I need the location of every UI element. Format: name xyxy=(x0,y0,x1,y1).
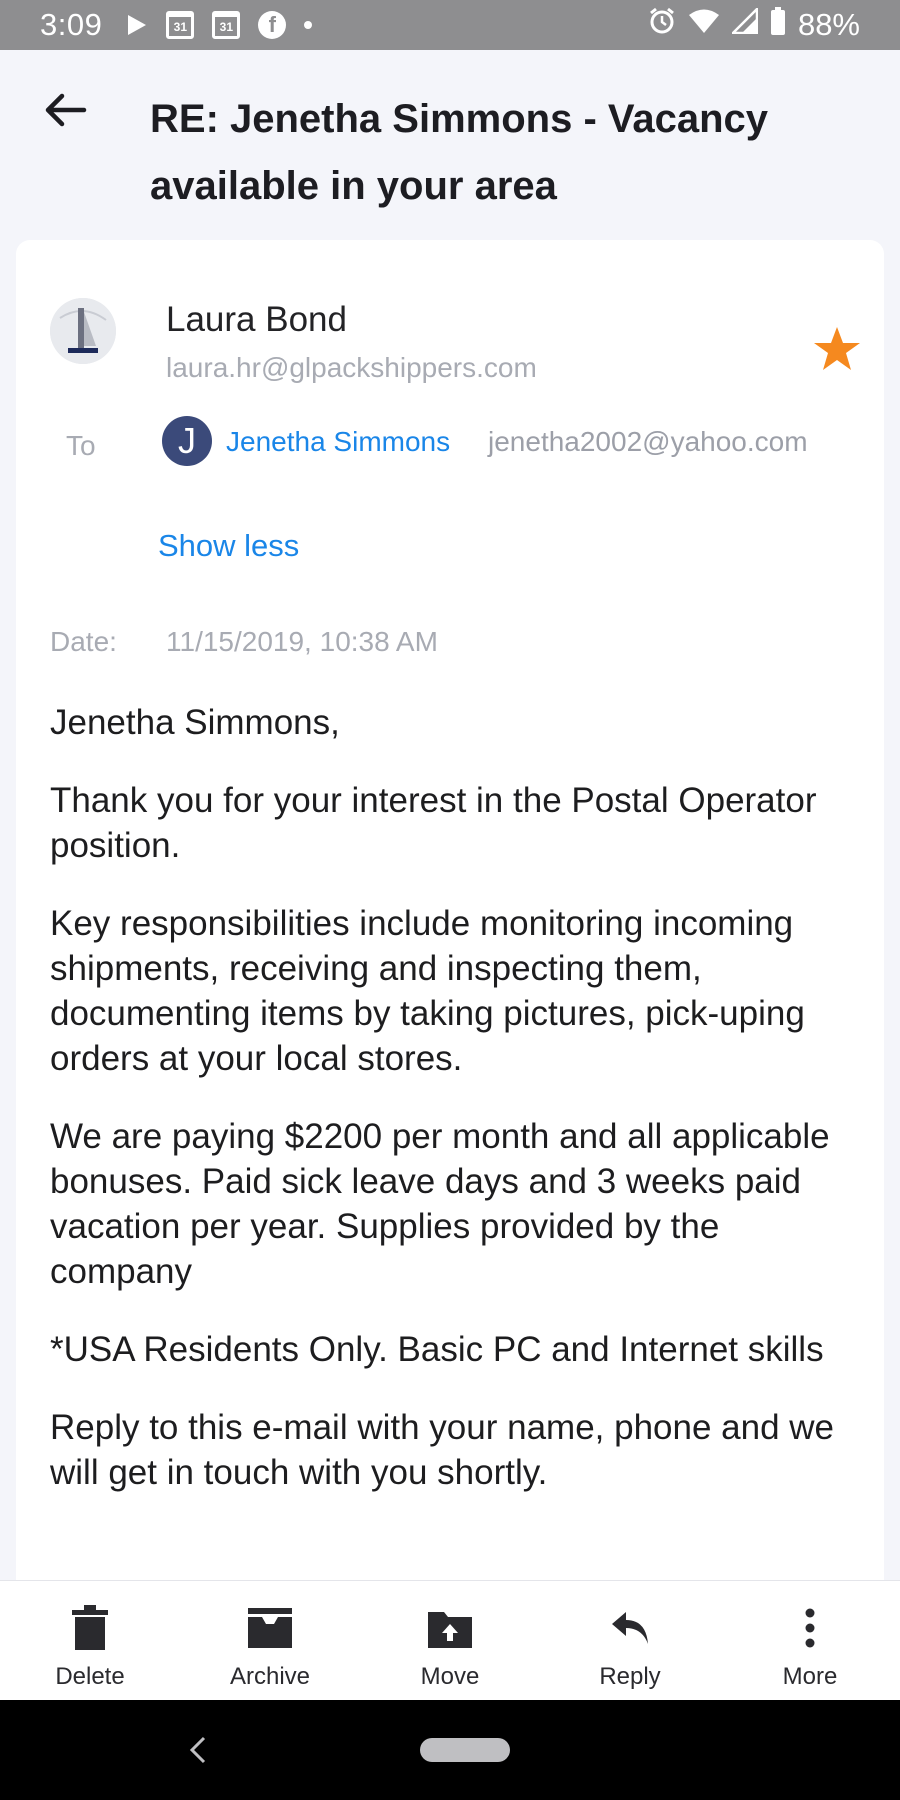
status-right xyxy=(648,7,860,43)
facebook-icon: f xyxy=(258,11,286,39)
alarm-icon xyxy=(648,7,676,43)
reply-icon xyxy=(603,1603,657,1653)
recipient-avatar[interactable]: J xyxy=(162,416,212,466)
archive-button[interactable] xyxy=(180,1581,360,1700)
move-button[interactable] xyxy=(360,1581,540,1700)
date-value: 11/15/2019, 10:38 AM xyxy=(166,626,438,657)
sender-name: Laura Bond xyxy=(166,300,347,339)
trash-icon xyxy=(63,1603,117,1653)
message-paragraph: *USA Residents Only. Basic PC and Internet skills xyxy=(50,1330,824,1369)
reply-label: Reply xyxy=(599,1663,661,1690)
signal-icon xyxy=(732,8,758,42)
sender-email: laura.hr@glpackshippers.com xyxy=(166,352,537,383)
back-button[interactable] xyxy=(40,90,90,130)
delete-label: Delete xyxy=(55,1663,125,1690)
more-button[interactable] xyxy=(720,1581,900,1700)
sender-avatar[interactable] xyxy=(50,298,116,364)
email-card xyxy=(16,240,884,1580)
more-label: More xyxy=(782,1663,838,1690)
message-paragraph: Key responsibilities include monitoring incoming shipments, receiving and inspecting them, documenting items by taking pictures, pick-uping orders at your local stores. xyxy=(50,904,805,1078)
calendar-icon: 31 xyxy=(166,11,194,39)
system-nav-bar xyxy=(0,1700,900,1800)
calendar-icon-2: 31 xyxy=(212,11,240,39)
message-paragraph: Reply to this e-mail with your name, phone and we will get in touch with you shortly. xyxy=(50,1408,835,1492)
archive-label: Archive xyxy=(229,1663,311,1690)
show-less-link[interactable]: Show less xyxy=(158,528,300,563)
more-vertical-icon xyxy=(783,1603,837,1653)
notification-dot-icon xyxy=(304,21,312,29)
email-header xyxy=(0,50,900,240)
message-body xyxy=(50,700,860,1528)
date-label: Date: xyxy=(50,626,117,657)
wifi-icon xyxy=(688,8,720,42)
sender-avatar-image xyxy=(50,298,116,364)
message-paragraph: We are paying $2200 per month and all applicable bonuses. Paid sick leave days and 3 weeks paid vacation per year. Supplies provided by the company xyxy=(50,1117,830,1291)
system-home-button[interactable] xyxy=(420,1738,510,1762)
move-label: Move xyxy=(420,1663,480,1690)
email-subject: RE: Jenetha Simmons - Vacancy available in your area xyxy=(150,97,769,208)
status-time: 3:09 xyxy=(40,7,103,42)
archive-icon xyxy=(243,1603,297,1653)
chevron-left-icon xyxy=(186,1732,210,1768)
star-button[interactable] xyxy=(812,324,862,374)
battery-icon xyxy=(770,7,786,43)
folder-move-icon xyxy=(423,1603,477,1653)
message-paragraph: Thank you for your interest in the Postal Operator position. xyxy=(50,781,817,865)
recipient-email: jenetha2002@yahoo.com xyxy=(488,426,808,457)
action-toolbar xyxy=(0,1580,900,1700)
status-bar xyxy=(0,0,900,50)
recipient-name[interactable]: Jenetha Simmons xyxy=(226,426,451,457)
reply-button[interactable] xyxy=(540,1581,720,1700)
star-icon xyxy=(812,324,862,374)
system-back-button[interactable] xyxy=(186,1732,210,1768)
play-store-icon xyxy=(126,13,148,37)
battery-percent: 88% xyxy=(797,7,860,42)
delete-button[interactable] xyxy=(0,1581,180,1700)
to-label: To xyxy=(66,430,96,461)
arrow-left-icon xyxy=(40,90,90,130)
message-paragraph: Jenetha Simmons, xyxy=(50,703,340,742)
